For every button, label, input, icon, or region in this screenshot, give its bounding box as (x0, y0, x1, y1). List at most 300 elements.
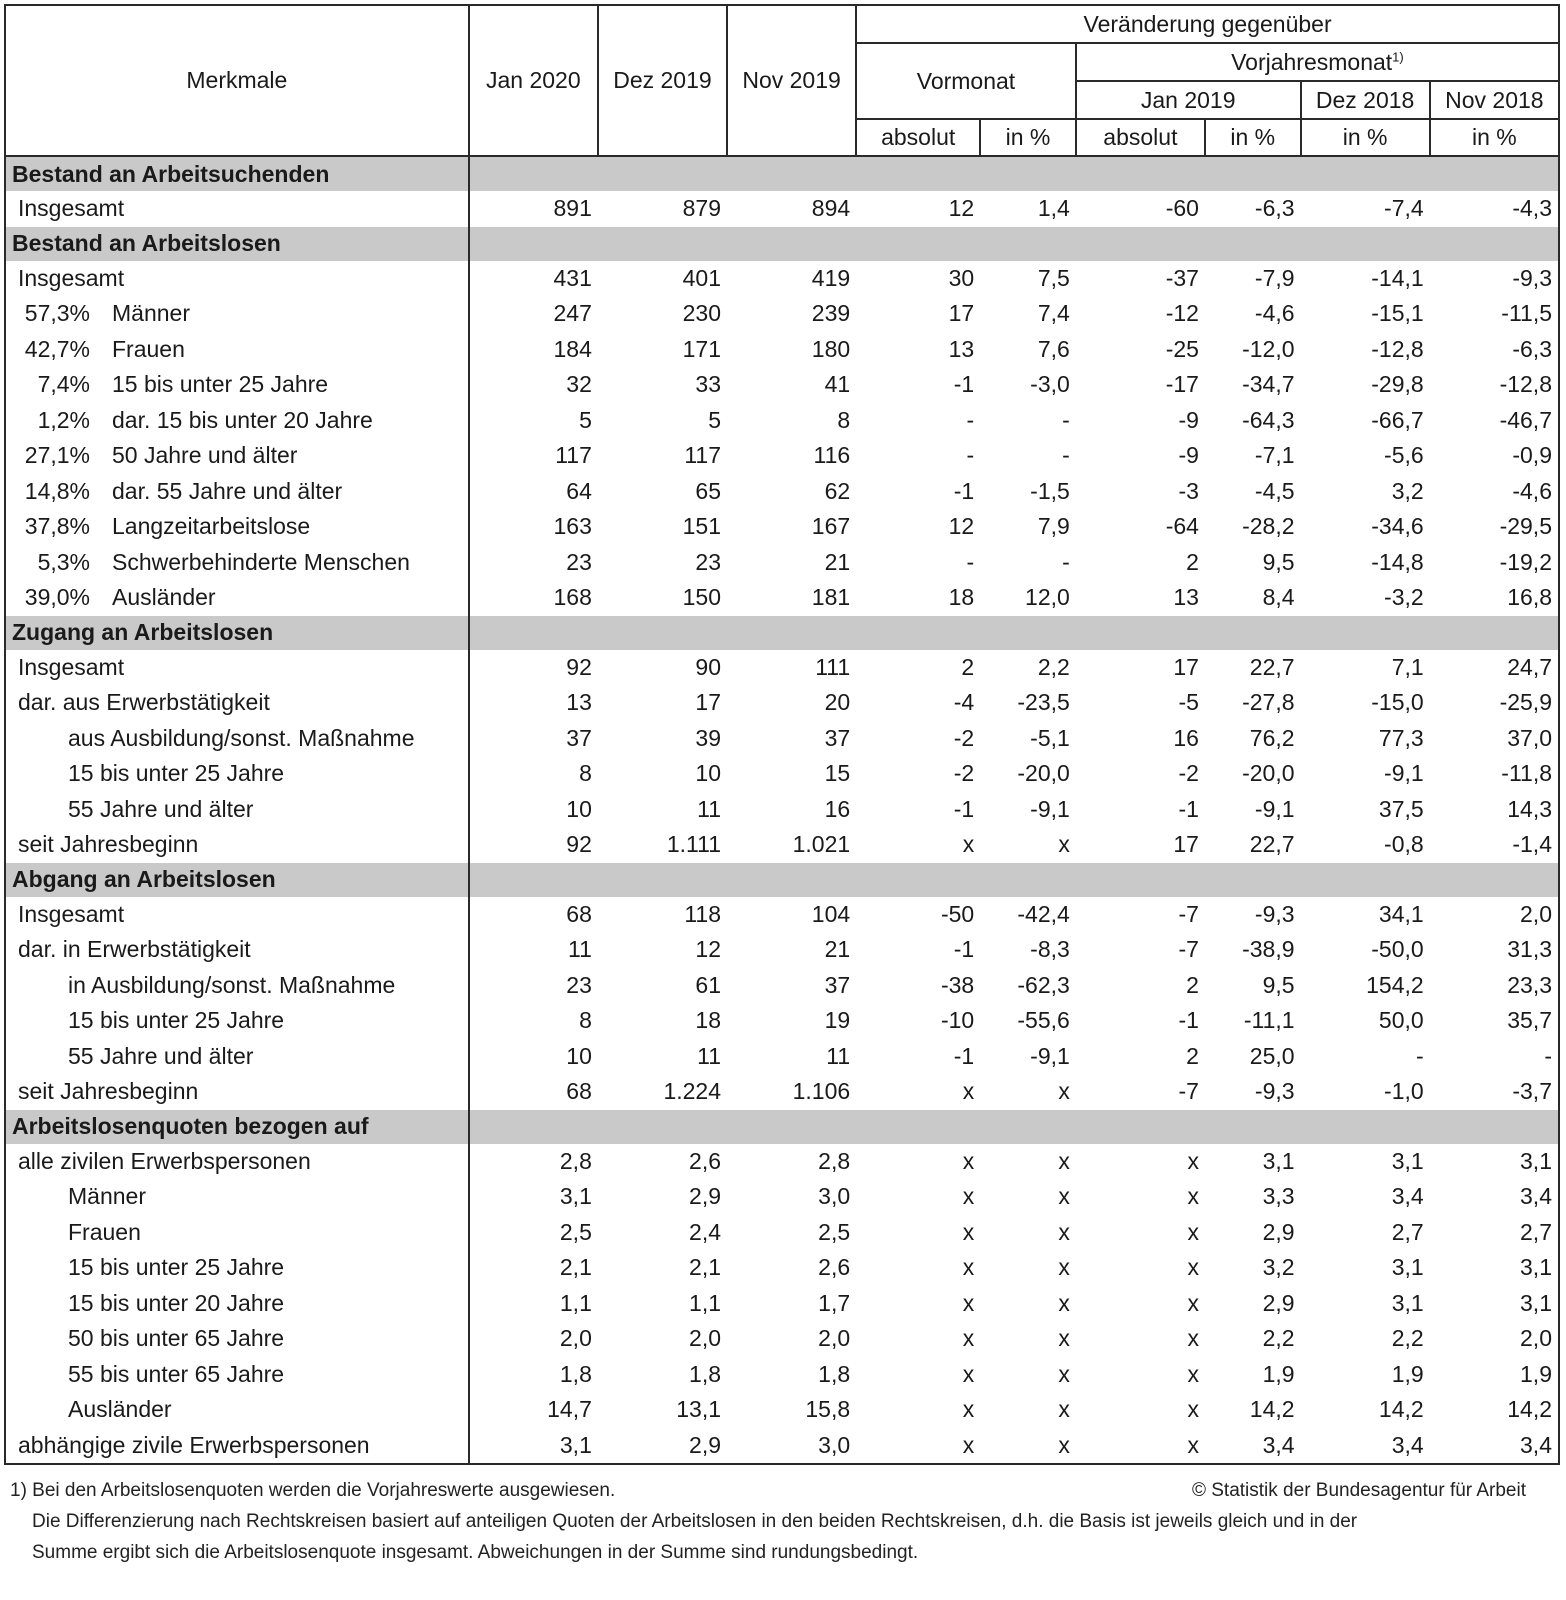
value-cell: 2,2 (1037, 653, 1070, 680)
share-percent: 27,1% (24, 442, 90, 469)
value-cell: -4 (953, 689, 975, 716)
table-row (5, 1074, 1559, 1110)
value-cell: 3,4 (1430, 1428, 1559, 1465)
value-cell: 12 (948, 513, 975, 540)
value-cell: -5 (1178, 689, 1199, 716)
value-cell: -0,9 (1512, 442, 1552, 469)
value-cell: 90 (695, 653, 722, 680)
value-cell: x (1058, 1254, 1070, 1281)
table-row (5, 1392, 1559, 1428)
value-cell: 2 (1186, 548, 1199, 575)
row-label: aus Ausbildung/sonst. Maßnahme (68, 724, 415, 751)
value-cell: x (980, 1428, 1076, 1465)
value-cell: 1,1 (559, 1289, 592, 1316)
value-cell: 37,5 (1378, 795, 1424, 822)
value-cell: 2,4 (689, 1218, 722, 1245)
value-cell: -2 (953, 724, 975, 751)
value-cell: 7,6 (1037, 335, 1070, 362)
value-cell: 76,2 (1249, 724, 1295, 751)
row-label: Schwerbehinderte Menschen (112, 548, 410, 575)
value-cell: 8 (579, 760, 592, 787)
nov2018-pct-header: in % (1430, 119, 1559, 156)
value-cell: 419 (811, 264, 851, 291)
value-cell: -20,0 (1017, 760, 1070, 787)
value-cell: x (962, 1396, 975, 1423)
value-cell: 8 (579, 1007, 592, 1034)
row-label: Ausländer (112, 584, 216, 611)
col-header-nov2019: Nov 2019 (727, 5, 856, 156)
value-cell: 11 (697, 795, 722, 822)
row-label-cell (5, 1357, 469, 1393)
value-cell: -1 (953, 371, 975, 398)
value-cell: 2,0 (689, 1325, 722, 1352)
value-cell: 2,9 (1262, 1218, 1295, 1245)
row-label: Frauen (112, 335, 185, 362)
value-cell: -60 (1165, 195, 1199, 222)
row-label: 15 bis unter 20 Jahre (68, 1289, 285, 1316)
value-cell: -4,5 (1254, 477, 1295, 504)
table-row (5, 968, 1559, 1004)
value-cell: 2 (1186, 1042, 1199, 1069)
value-cell: - (966, 442, 975, 469)
value-cell: 2,0 (818, 1325, 851, 1352)
value-cell: -62,3 (1017, 971, 1070, 998)
section-title: Zugang an Arbeitslosen (5, 616, 469, 650)
row-label-cell (5, 367, 469, 403)
section-fill (469, 156, 1559, 191)
section-fill (469, 863, 1559, 897)
value-cell: 2,5 (818, 1218, 851, 1245)
value-cell: -1 (953, 795, 975, 822)
value-cell: 22,7 (1249, 653, 1295, 680)
value-cell: 3,1 (1520, 1254, 1552, 1281)
value-cell: 2,5 (559, 1218, 592, 1245)
table-row (5, 897, 1559, 933)
value-cell: 31,3 (1507, 936, 1552, 963)
value-cell: -17 (1165, 371, 1199, 398)
table-row (5, 367, 1559, 403)
value-cell: 1.224 (663, 1078, 722, 1105)
row-label: dar. aus Erwerbstätigkeit (18, 689, 270, 716)
row-label-cell (5, 580, 469, 616)
value-cell: -14,1 (1371, 264, 1424, 291)
value-cell: x (1187, 1289, 1199, 1316)
row-label-cell (5, 685, 469, 721)
value-cell: -12,0 (1242, 335, 1295, 362)
value-cell: 21 (824, 548, 851, 575)
value-cell: -50 (940, 900, 975, 927)
value-cell: x (1187, 1360, 1199, 1387)
value-cell: 3,1 (559, 1183, 592, 1210)
merkmale-header: Merkmale (5, 5, 469, 156)
share-percent: 7,4% (37, 371, 90, 398)
value-cell: 22,7 (1249, 831, 1295, 858)
table-row (5, 474, 1559, 510)
table-row (5, 1428, 1559, 1465)
value-cell: 3,4 (1520, 1183, 1552, 1210)
value-cell: x (1058, 1078, 1070, 1105)
value-cell: 3,3 (1262, 1183, 1295, 1210)
value-cell: 12 (948, 195, 975, 222)
value-cell: 35,7 (1507, 1007, 1552, 1034)
value-cell: 5 (708, 406, 722, 433)
row-label-cell (5, 827, 469, 863)
value-cell: x (1058, 1396, 1070, 1423)
value-cell: 3,4 (1391, 1183, 1424, 1210)
share-percent: 1,2% (37, 406, 90, 433)
row-label: Insgesamt (18, 653, 125, 680)
value-cell: -6,3 (1254, 195, 1295, 222)
value-cell: -25,9 (1499, 689, 1552, 716)
row-label: 55 Jahre und älter (68, 795, 254, 822)
table-row (5, 1144, 1559, 1180)
share-percent: 39,0% (24, 584, 90, 611)
value-cell: -12,8 (1499, 371, 1552, 398)
value-cell: 111 (815, 653, 851, 680)
section-fill (469, 227, 1559, 261)
col-header-dez2019: Dez 2019 (598, 5, 727, 156)
row-label-cell (5, 1250, 469, 1286)
value-cell: 431 (553, 264, 592, 291)
vorjahresmonat-header (1076, 43, 1559, 81)
value-cell: x (1187, 1183, 1199, 1210)
table-row (5, 438, 1559, 474)
value-cell: 1,8 (559, 1360, 592, 1387)
value-cell: 879 (682, 195, 722, 222)
dez2018-pct-header: in % (1301, 119, 1430, 156)
value-cell: -64,3 (1242, 406, 1295, 433)
row-label: in Ausbildung/sonst. Maßnahme (68, 971, 396, 998)
value-cell: 7,4 (1037, 300, 1070, 327)
value-cell: 19 (824, 1007, 851, 1034)
value-cell: -9,3 (1512, 264, 1552, 291)
value-cell: 2,1 (559, 1254, 592, 1281)
value-cell: -4,6 (1512, 477, 1552, 504)
value-cell: 1,8 (818, 1360, 851, 1387)
value-cell: -34,7 (1242, 371, 1295, 398)
value-cell: 1,8 (689, 1360, 722, 1387)
row-label-cell (5, 332, 469, 368)
value-cell: 116 (813, 442, 851, 469)
value-cell: x (962, 1289, 975, 1316)
copyright: © Statistik der Bundesagentur für Arbeit (1191, 1480, 1526, 1501)
table-row (5, 756, 1559, 792)
row-label-cell (5, 1321, 469, 1357)
table-row (5, 403, 1559, 439)
value-cell: 247 (553, 300, 592, 327)
jan2019-absolut-header: absolut (1076, 119, 1205, 156)
value-cell: 50,0 (1378, 1007, 1424, 1034)
value-cell: 17 (948, 300, 975, 327)
row-label: dar. 15 bis unter 20 Jahre (112, 406, 373, 433)
vormonat-pct-header: in % (980, 119, 1076, 156)
value-cell: -29,5 (1499, 513, 1552, 540)
row-label-cell (5, 474, 469, 510)
row-label-cell (5, 403, 469, 439)
value-cell: 104 (811, 900, 851, 927)
value-cell: -11,8 (1501, 760, 1552, 787)
table-row (5, 1179, 1559, 1215)
value-cell: 16 (824, 795, 851, 822)
value-cell: -2 (1178, 760, 1199, 787)
value-cell: 37 (824, 971, 851, 998)
table-row (5, 1321, 1559, 1357)
value-cell: 2,6 (689, 1147, 722, 1174)
table-row (5, 296, 1559, 332)
value-cell: 230 (682, 300, 722, 327)
value-cell: 37 (824, 724, 851, 751)
value-cell: 3,1 (1520, 1147, 1552, 1174)
value-cell: x (962, 831, 975, 858)
table-row (5, 1215, 1559, 1251)
section-fill (469, 616, 1559, 650)
value-cell: - (1062, 406, 1070, 433)
value-cell: -64 (1165, 513, 1199, 540)
value-cell: 180 (811, 335, 851, 362)
value-cell: -11,5 (1501, 300, 1552, 327)
share-percent: 42,7% (24, 335, 90, 362)
value-cell: 3,1 (1391, 1254, 1424, 1281)
value-cell: -25 (1165, 335, 1199, 362)
value-cell: 18 (948, 584, 975, 611)
value-cell: x (962, 1360, 975, 1387)
value-cell: -7,4 (1384, 195, 1424, 222)
value-cell: 14,2 (1378, 1396, 1424, 1423)
value-cell: -9 (1178, 406, 1199, 433)
value-cell: -1 (953, 477, 975, 504)
value-cell: -3,2 (1384, 584, 1424, 611)
row-label: Männer (112, 300, 190, 327)
section-header (5, 227, 1559, 261)
value-cell: 2 (961, 653, 975, 680)
value-cell: -5,1 (1030, 724, 1070, 751)
value-cell: -12 (1165, 300, 1199, 327)
value-cell: 1.111 (666, 831, 722, 858)
value-cell: 30 (948, 264, 975, 291)
value-cell: -7,9 (1254, 264, 1295, 291)
value-cell: 68 (566, 900, 592, 927)
value-cell: 41 (824, 371, 851, 398)
value-cell: 154,2 (1366, 971, 1424, 998)
value-cell: -6,3 (1512, 335, 1552, 362)
value-cell: 1.106 (792, 1078, 851, 1105)
value-cell: 2,7 (1391, 1218, 1424, 1245)
value-cell: x (1058, 1325, 1070, 1352)
row-label: 15 bis unter 25 Jahre (68, 1254, 285, 1281)
value-cell: x (1058, 1218, 1070, 1245)
value-cell: 3,0 (818, 1183, 851, 1210)
value-cell: -55,6 (1017, 1007, 1070, 1034)
table-row (5, 685, 1559, 721)
value-cell: 401 (682, 264, 722, 291)
value-cell: -1 (953, 1042, 975, 1069)
value-cell: 15 (824, 760, 851, 787)
value-cell: x (1058, 1289, 1070, 1316)
nov2018-header: Nov 2018 (1430, 81, 1559, 119)
value-cell: 7,1 (1391, 653, 1424, 680)
row-label: Ausländer (68, 1396, 172, 1423)
row-label: 15 bis unter 25 Jahre (68, 1007, 285, 1034)
value-cell: 32 (566, 371, 592, 398)
table-row (5, 191, 1559, 227)
table-row (5, 650, 1559, 686)
value-cell: 1,9 (1262, 1360, 1295, 1387)
row-label-cell (5, 296, 469, 332)
table-row (5, 332, 1559, 368)
value-cell: 13 (1173, 584, 1199, 611)
value-cell: -1,0 (1384, 1078, 1424, 1105)
row-label-cell (5, 191, 469, 227)
value-cell: 14,2 (1249, 1396, 1295, 1423)
row-label-cell (5, 509, 469, 545)
value-cell: 23 (566, 971, 592, 998)
value-cell: 24,7 (1507, 653, 1552, 680)
value-cell: 68 (566, 1078, 592, 1105)
value-cell: -3,0 (1030, 371, 1070, 398)
value-cell: -7,1 (1254, 442, 1295, 469)
value-cell: 23 (695, 548, 722, 575)
share-percent: 5,3% (37, 548, 90, 575)
table-row (5, 827, 1559, 863)
row-label: Insgesamt (18, 900, 125, 927)
value-cell: -11,1 (1243, 1007, 1295, 1034)
row-label-cell (5, 1144, 469, 1180)
labour-market-table (4, 4, 1560, 1465)
value-cell: x (1058, 1147, 1070, 1174)
value-cell: x (1058, 1360, 1070, 1387)
row-label-cell (5, 438, 469, 474)
value-cell: 16,8 (1507, 584, 1552, 611)
value-cell: 3,2 (1391, 477, 1424, 504)
value-cell: -14,8 (1371, 548, 1424, 575)
value-cell: - (966, 406, 975, 433)
row-label-cell (5, 1003, 469, 1039)
value-cell: -10 (940, 1007, 975, 1034)
value-cell: 117 (555, 442, 592, 469)
table-row (5, 509, 1559, 545)
table-body (5, 156, 1559, 1464)
value-cell: 2,7 (1520, 1218, 1552, 1245)
value-cell: -66,7 (1371, 406, 1424, 433)
row-label-cell (5, 1428, 469, 1465)
value-cell: -7 (1178, 1078, 1199, 1105)
value-cell: x (1058, 831, 1070, 858)
value-cell: -3,7 (1512, 1078, 1552, 1105)
value-cell: 2,8 (818, 1147, 851, 1174)
row-label: Insgesamt (18, 195, 125, 222)
value-cell: 17 (1173, 653, 1199, 680)
value-cell: 891 (553, 195, 592, 222)
value-cell: x (962, 1183, 975, 1210)
value-cell: x (962, 1147, 975, 1174)
value-cell: 2,2 (1262, 1325, 1295, 1352)
value-cell: -12,8 (1371, 335, 1424, 362)
value-cell: 184 (553, 335, 592, 362)
table-row (5, 545, 1559, 581)
value-cell: 12 (695, 936, 722, 963)
value-cell: 3,0 (727, 1428, 856, 1465)
value-cell: 1,7 (818, 1289, 851, 1316)
value-cell: 61 (695, 971, 722, 998)
value-cell: -1 (953, 936, 975, 963)
value-cell: 10 (695, 760, 722, 787)
value-cell: 118 (684, 900, 722, 927)
value-cell: 3,1 (469, 1428, 598, 1465)
value-cell: -27,8 (1242, 689, 1295, 716)
value-cell: 2,0 (559, 1325, 592, 1352)
table-row (5, 261, 1559, 297)
value-cell: -19,2 (1499, 548, 1552, 575)
row-label: 15 bis unter 25 Jahre (68, 760, 285, 787)
value-cell: x (1187, 1325, 1199, 1352)
row-label-cell (5, 545, 469, 581)
value-cell: 150 (682, 584, 722, 611)
table-row (5, 1357, 1559, 1393)
value-cell: 2,6 (818, 1254, 851, 1281)
value-cell: -7 (1178, 900, 1199, 927)
row-label: Frauen (68, 1218, 141, 1245)
row-label-cell (5, 721, 469, 757)
value-cell: 2 (1186, 971, 1199, 998)
row-label: Insgesamt (18, 264, 125, 291)
value-cell: 13 (948, 335, 975, 362)
value-cell: x (962, 1078, 975, 1105)
value-cell: -1 (1178, 1007, 1199, 1034)
table-row (5, 792, 1559, 828)
value-cell: 2,0 (1520, 1325, 1552, 1352)
value-cell: -5,6 (1384, 442, 1424, 469)
value-cell: 18 (695, 1007, 722, 1034)
value-cell: -0,8 (1384, 831, 1424, 858)
value-cell: 167 (811, 513, 851, 540)
value-cell: x (1076, 1428, 1205, 1465)
value-cell: 92 (566, 653, 592, 680)
row-label: 55 bis unter 65 Jahre (68, 1360, 285, 1387)
table-row (5, 1003, 1559, 1039)
value-cell: 181 (811, 584, 851, 611)
value-cell: 25,0 (1249, 1042, 1295, 1069)
value-cell: -28,2 (1242, 513, 1295, 540)
veraenderung-header: Veränderung gegenüber (856, 5, 1559, 43)
value-cell: -9,1 (1254, 795, 1295, 822)
value-cell: 3,1 (1391, 1289, 1424, 1316)
value-cell: 13,1 (676, 1396, 722, 1423)
row-label: Langzeitarbeitslose (112, 513, 311, 540)
row-label: seit Jahresbeginn (18, 831, 199, 858)
row-label-cell (5, 968, 469, 1004)
value-cell: 37,0 (1507, 724, 1552, 751)
value-cell: -46,7 (1499, 406, 1552, 433)
table-row (5, 580, 1559, 616)
footnote-2: Die Differenzierung nach Rechtskreisen basiert auf anteiligen Quoten der Arbeitslosen in den beiden Rechtskreisen, d.h. die Basis ist jeweils gleich und in der (32, 1511, 1358, 1532)
value-cell: 7,5 (1037, 264, 1070, 291)
value-cell: x (1187, 1218, 1199, 1245)
value-cell: 12,0 (1025, 584, 1070, 611)
value-cell: 64 (566, 477, 592, 504)
value-cell: 65 (695, 477, 722, 504)
value-cell: -29,8 (1371, 371, 1424, 398)
row-label: abhängige zivile Erwerbspersonen (18, 1431, 370, 1458)
value-cell: - (1062, 548, 1070, 575)
row-label: dar. in Erwerbstätigkeit (18, 936, 251, 963)
value-cell: -15,1 (1371, 300, 1424, 327)
value-cell: -1 (1178, 795, 1199, 822)
value-cell: 15,8 (805, 1396, 851, 1423)
value-cell: 5 (579, 406, 592, 433)
value-cell: x (1058, 1183, 1070, 1210)
value-cell: 11 (567, 936, 592, 963)
row-label: 50 bis unter 65 Jahre (68, 1325, 285, 1352)
